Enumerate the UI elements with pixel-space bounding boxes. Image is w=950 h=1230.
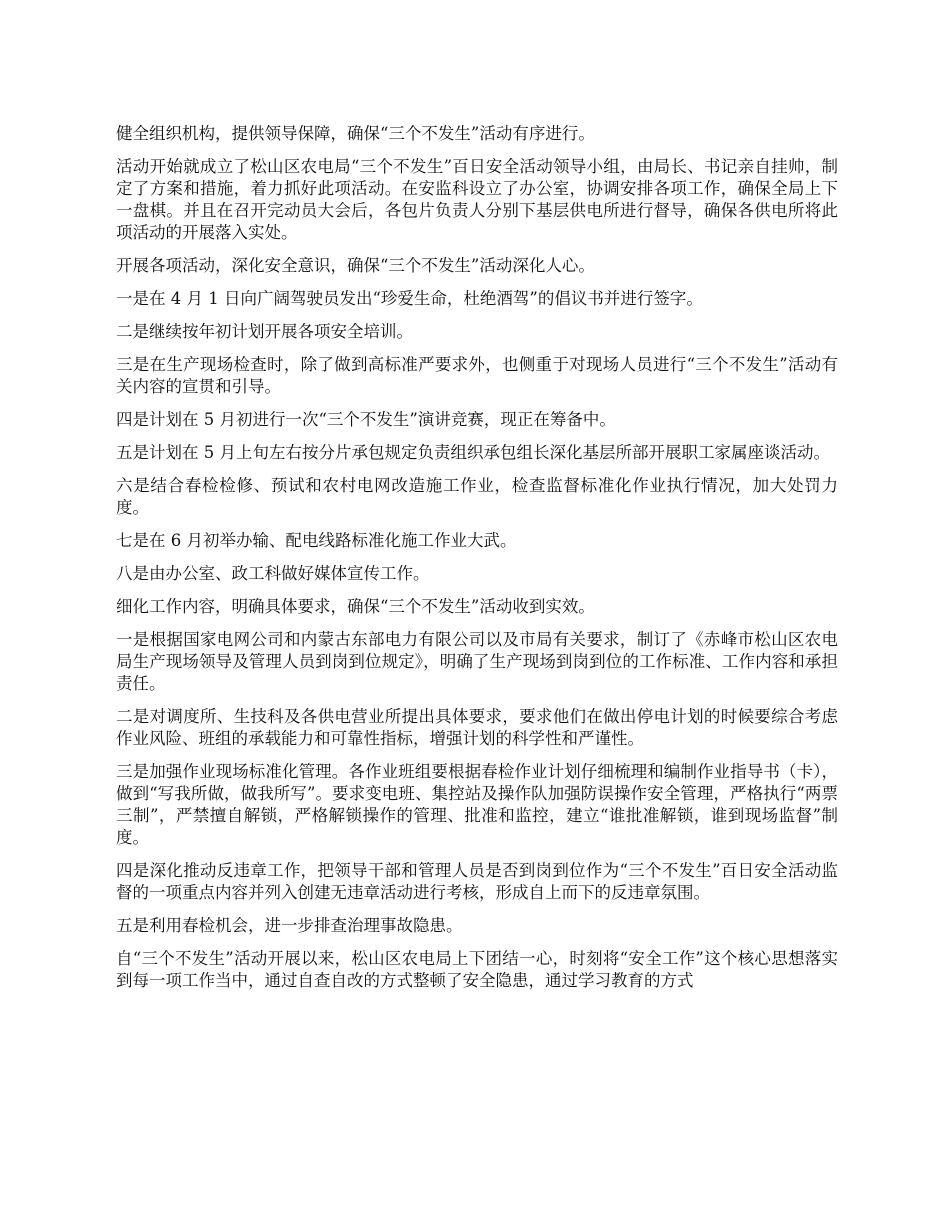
document-body <box>116 123 838 1003</box>
paragraph-18: 自“三个不发生”活动开展以来，松山区农电局上下团结一心，时刻将“安全工作”这个核心思想落实到每一项工作当中，通过自查自改的方式整顿了安全隐患，通过学习教育的方式 <box>116 949 838 990</box>
paragraph-1: 健全组织机构，提供领导保障，确保“三个不发生”活动有序进行。 <box>116 124 595 143</box>
paragraph-2: 活动开始就成立了松山区农电局“三个不发生”百日安全活动领导小组，由局长、书记亲自挂帅，制定了方案和措施，着力抓好此项活动。在安监科设立了办公室，协调安排各项工作，确保全局上下一盘棋。并且在召开完动员大会后，各包片负责人分别下基层供电所进行督导，确保各供电所将此项活动的开展落入实处。 <box>116 157 838 242</box>
paragraph-8: 五是计划在 5 月上旬左右按分片承包规定负责组织承包组长深化基层所部开展职工家属座谈活动。 <box>116 443 830 462</box>
paragraph-14: 二是对调度所、生技科及各供电营业所提出具体要求，要求他们在做出停电计划的时候要综合考虑作业风险、班组的承载能力和可靠性指标，增强计划的科学性和严谨性。 <box>116 707 838 748</box>
paragraph-6: 三是在生产现场检查时，除了做到高标准严要求外，也侧重于对现场人员进行“三个不发生”活动有关内容的宣贯和引导。 <box>116 355 838 396</box>
paragraph-7: 四是计划在 5 月初进行一次“三个不发生”演讲竞赛，现正在筹备中。 <box>116 410 616 429</box>
paragraph-12: 细化工作内容，明确具体要求，确保“三个不发生”活动收到实效。 <box>116 597 595 616</box>
paragraph-11: 八是由办公室、政工科做好媒体宣传工作。 <box>116 564 430 583</box>
paragraph-17: 五是利用春检机会，进一步排查治理事故隐患。 <box>116 916 463 935</box>
paragraph-15: 三是加强作业现场标准化管理。各作业班组要根据春检作业计划仔细梳理和编制作业指导书（卡），做到“写我所做，做我所写”。要求变电班、集控站及操作队加强防误操作安全管理，严格执行“两票三制”，严禁擅自解锁，严格解锁操作的管理、批准和监控，建立“谁批准解锁，谁到现场监督”制度。 <box>116 762 838 847</box>
paragraph-3: 开展各项活动，深化安全意识，确保“三个不发生”活动深化人心。 <box>116 256 595 275</box>
paragraph-9: 六是结合春检检修、预试和农村电网改造施工作业，检查监督标准化作业执行情况，加大处罚力度。 <box>116 476 838 517</box>
paragraph-13: 一是根据国家电网公司和内蒙古东部电力有限公司以及市局有关要求，制订了《赤峰市松山区农电局生产现场领导及管理人员到岗到位规定》，明确了生产现场到岗到位的工作标准、工作内容和承担责任。 <box>116 630 838 693</box>
paragraph-4: 一是在 4 月 1 日向广阔驾驶员发出“珍爱生命，杜绝酒驾”的倡议书并进行签字。 <box>116 289 703 308</box>
paragraph-10: 七是在 6 月初举办输、配电线路标准化施工作业大武。 <box>116 531 517 550</box>
paragraph-16: 四是深化推动反违章工作，把领导干部和管理人员是否到岗到位作为“三个不发生”百日安全活动监督的一项重点内容并列入创建无违章活动进行考核，形成自上而下的反违章氛围。 <box>116 861 838 902</box>
paragraph-5: 二是继续按年初计划开展各项安全培训。 <box>116 322 413 341</box>
